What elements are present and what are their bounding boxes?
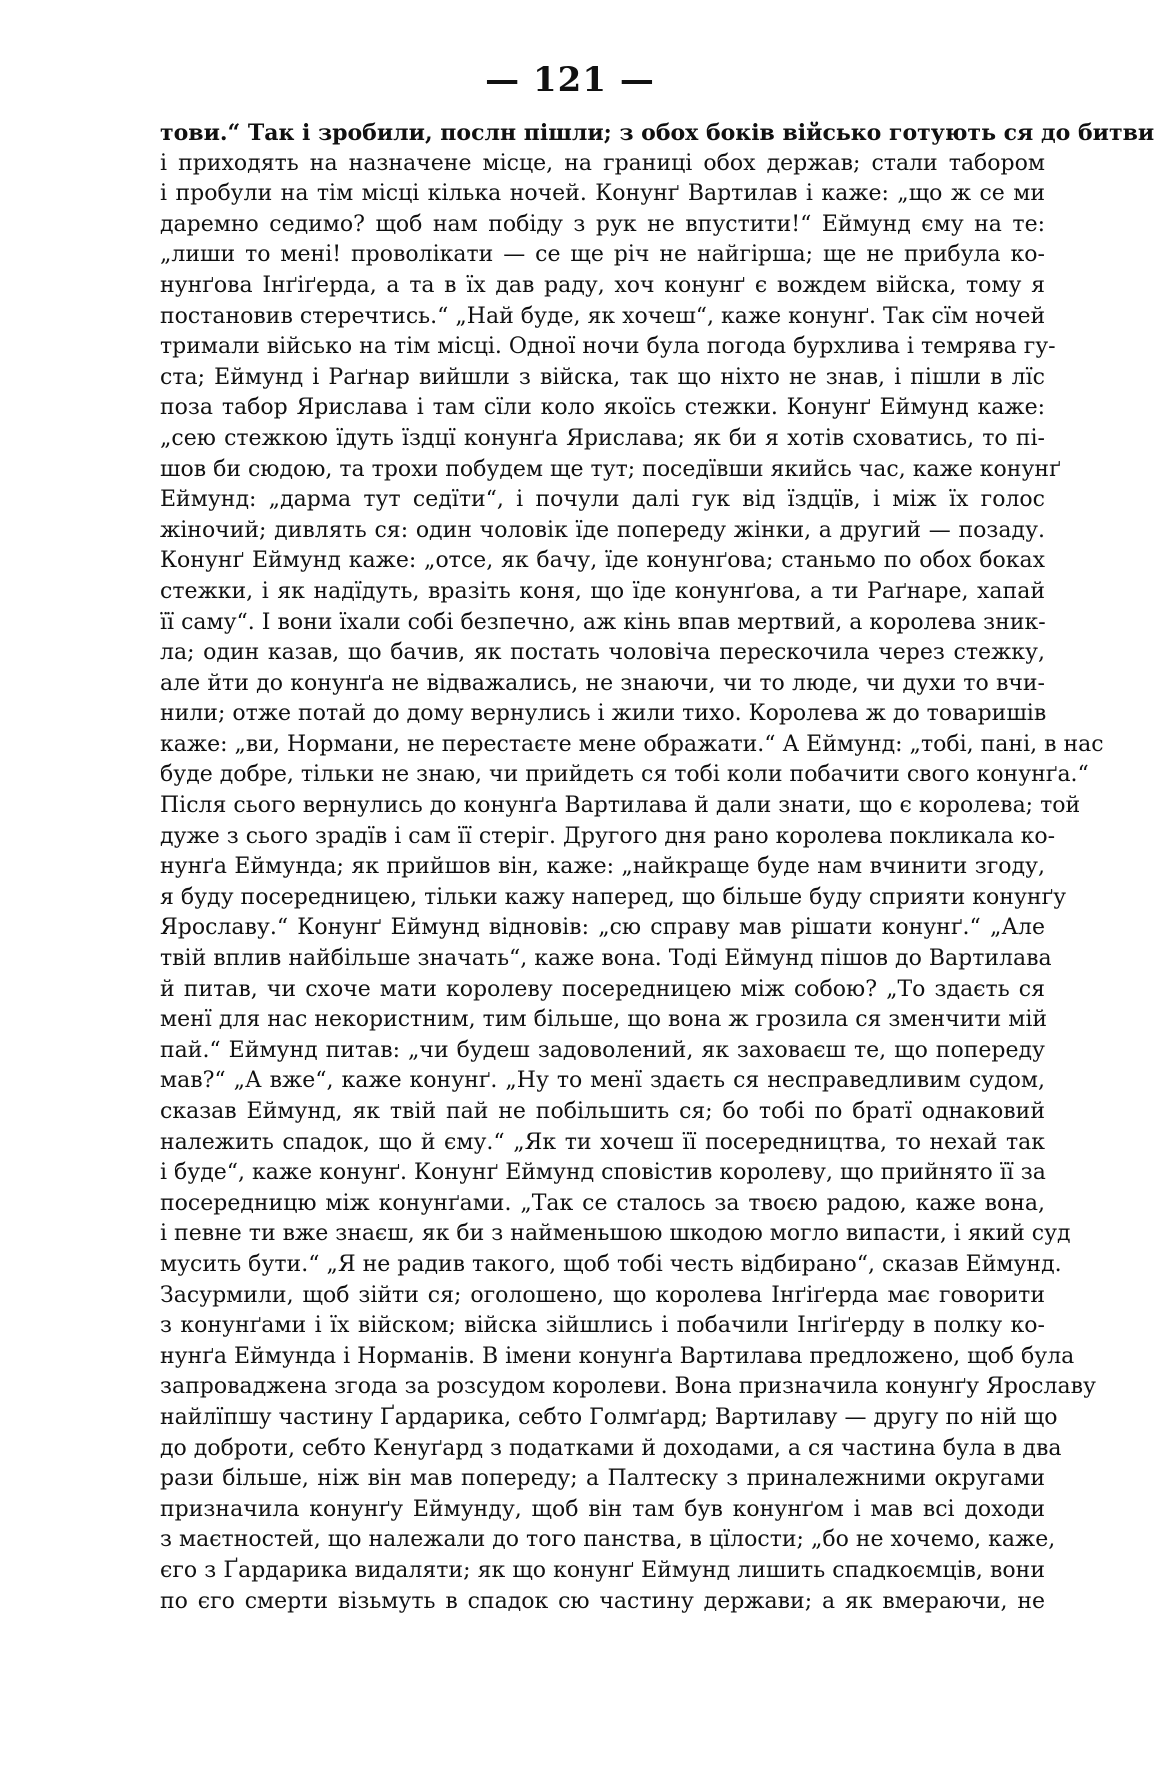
text-line: жіночий; дивлять ся: один чоловік їде попереду жінки, а другий — позаду. [160, 517, 1045, 543]
text-line: нунґа Еймунда і Норманів. В імени конунґа Вартилава предложено, щоб була [160, 1343, 1075, 1369]
text-line: з маєтностей, що належали до того панства, в цїлости; „бо не хочемо, каже, [160, 1527, 1056, 1553]
text-line: посередницю між конунґами. „Так се сталось за твоєю радою, каже вона, [160, 1190, 1045, 1216]
text-line: Ярославу.“ Конунґ Еймунд відновів: „сю справу мав рішати конунґ.“ „Але [160, 915, 1045, 941]
text-line: тримали військо на тім місці. Одної ночи була погода бурхлива і темрява гу- [160, 334, 1056, 360]
text-line: єго з Ґардарика видаляти; як що конунґ Еймунд лишить спадкоємців, вони [160, 1557, 1045, 1583]
text-line: мусить бути.“ „Я не радив такого, щоб тобі честь відбирано“, сказав Еймунд. [160, 1251, 1062, 1277]
text-line: і певне ти вже знаєш, як би з найменьшою шкодою могло випасти, і який суд [160, 1221, 1071, 1247]
text-line: і пробули на тім місці кілька ночей. Конунґ Вартилав і каже: „що ж се ми [160, 181, 1045, 207]
text-line: Конунґ Еймунд каже: „отсе, як бачу, їде конунґова; станьмо по обох боках [160, 548, 1045, 574]
text-line: Після сього вернулись до конунґа Вартилава й дали знати, що є королева; той [160, 793, 1081, 819]
text-line: нили; отже потай до дому вернулись і жили тихо. Королева ж до товаришів [160, 701, 1047, 727]
text-line: до доброти, себто Кенуґард з податками й доходами, а ся частина була в два [160, 1435, 1062, 1461]
page-number: — 121 — [485, 60, 655, 100]
text-line: Еймунд: „дарма тут седїти“, і почули далі гук від їздцїв, і між їх голос [160, 487, 1045, 513]
text-line [160, 1678, 1045, 1709]
text-line: я буду посередницею, тільки кажу наперед, що більше буду сприяти конунґу [160, 884, 1067, 910]
text-line: ста; Еймунд і Раґнар вийшли з війска, так що ніхто не знав, і пішли в лїс [160, 364, 1045, 390]
text-line: шов би сюдою, та трохи побудем ще тут; поседївши якийсь час, каже конунґ [160, 456, 1061, 482]
text-line: буде добре, тільки не знаю, чи прийдеть ся тобі коли побачити свого конунґа.“ [160, 762, 1089, 788]
text-line: „лиши то мені! проволікати — се ще річ не найгірша; ще не прибула ко- [160, 242, 1045, 268]
text-line: нунґа Еймунда; як прийшов він, каже: „найкраще буде нам вчинити згоду, [160, 854, 1045, 880]
text-line: й питав, чи схоче мати королеву посередницею між собою? „То здаєть ся [160, 976, 1045, 1002]
page-text [160, 118, 1154, 1709]
text-line: стежки, і як надїдуть, вразіть коня, що їде конунґова, а ти Раґнаре, хапай [160, 578, 1045, 604]
text-line: запроваджена згода за розсудом королеви. Вона призначила конунґу Ярославу [160, 1374, 1096, 1400]
text-line: менї для нас некористним, тим більше, що вона ж грозила ся зменчити мій [160, 1007, 1048, 1033]
text-line: але йти до конунґа не відважались, не знаючи, чи то люде, чи духи то вчи- [160, 670, 1045, 696]
text-line: сказав Еймунд, як твій пай не побільшить ся; бо тобі по братї однаковий [160, 1099, 1045, 1124]
text-line [160, 1617, 1045, 1648]
text-line: нунґова Інґіґерда, а та в їх дав раду, хоч конунґ є вождем війска, тому я [160, 272, 1045, 298]
text-line: тови.“ Так і зробили, послн пішли; з обох боків військо готують ся до битви [160, 120, 1154, 146]
text-line: твій вплив найбільше значать“, каже вона. Тоді Еймунд пішов до Вартилава [160, 946, 1052, 972]
text-line: ла; один казав, що бачив, як постать чоловіча перескочила через стежку, [160, 640, 1045, 666]
text-line: даремно седимо? щоб нам побіду з рук не впустити!“ Еймунд єму на те: [160, 211, 1045, 237]
text-line: найлїпшу частину Ґардарика, себто Голмґард; Вартилаву — другу по ній що [160, 1404, 1058, 1430]
text-line: її саму“. І вони їхали собі безпечно, аж кінь впав мертвий, а королева зник- [160, 609, 1046, 635]
text-line: мав?“ „А вже“, каже конунґ. „Ну то менї здаєть ся несправедливим судом, [160, 1068, 1045, 1094]
text-line: пай.“ Еймунд питав: „чи будеш задоволений, як заховаєш те, що попереду [160, 1037, 1045, 1063]
text-line: каже: „ви, Нормани, не перестаєте мене ображати.“ А Еймунд: „тобі, пані, в нас [160, 731, 1104, 757]
text-line: поза табор Ярислава і там сїли коло якоїсь стежки. Конунґ Еймунд каже: [160, 395, 1045, 421]
text-line: рази більше, ніж він мав попереду; а Палтеску з приналежними округами [160, 1466, 1045, 1492]
text-line: і буде“, каже конунґ. Конунґ Еймунд сповістив королеву, що прийнято її за [160, 1160, 1046, 1186]
text-line: „сею стежкою їдуть їздцї конунґа Ярислава; як би я хотів сховатись, то пі- [160, 425, 1045, 451]
text-line: з конунґами і їх війском; війска зійшлись і побачили Інґіґерду в полку ко- [160, 1313, 1045, 1339]
text-line: належить спадок, що й єму.“ „Як ти хочеш її посередництва, то нехай так [160, 1129, 1045, 1155]
text-line: призначила конунґу Еймунду, щоб він там був конунґом і мав всі доходи [160, 1496, 1045, 1522]
text-line: постановив стеречтись.“ „Най буде, як хочеш“, каже конунґ. Так сїм ночей [160, 303, 1046, 329]
text-line: по єго смерти візьмуть в спадок сю частину держави; а як вмераючи, не [160, 1588, 1045, 1614]
text-line: Засурмили, щоб зійти ся; оголошено, що королева Інґіґерда має говорити [160, 1282, 1045, 1308]
text-line: і приходять на назначене місце, на границі обох держав; стали табором [160, 150, 1045, 176]
text-line: дуже з сього зрадїв і сам її стеріг. Другого дня рано королева покликала ко- [160, 823, 1056, 849]
text-line [160, 1648, 1045, 1679]
